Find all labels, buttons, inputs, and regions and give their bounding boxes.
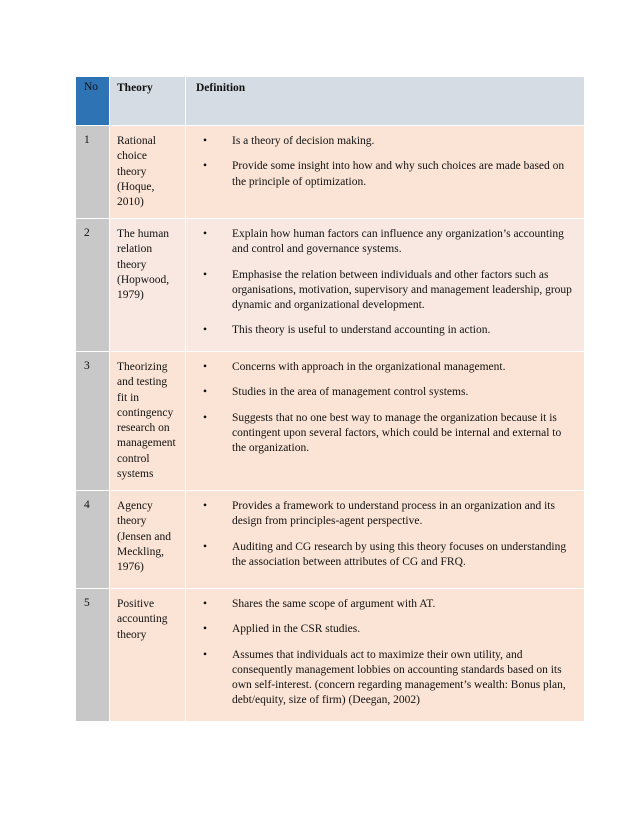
theory-line: Meckling, (117, 545, 164, 558)
definition-cell (186, 589, 584, 721)
bullet-icon: • (203, 540, 208, 553)
theory-table (76, 76, 584, 721)
bullet-icon: • (203, 135, 208, 147)
definition-list (196, 360, 574, 456)
definition-bullet (196, 540, 574, 571)
definition-line: Provide some insight into how and why such choices are made based on (232, 160, 565, 173)
definition-line: and control and governance systems. (232, 243, 402, 256)
definition-line: Explain how human factors can influence any organization’s accounting (232, 228, 564, 240)
definition-line: This theory is useful to understand accounting in action. (232, 324, 491, 337)
theory-cell (110, 589, 185, 721)
definition-bullet (196, 227, 574, 258)
theory-line: 1976) (117, 561, 144, 574)
definition-list (196, 499, 574, 570)
theory-line: 1979) (117, 289, 144, 302)
definition-line: Emphasise the relation between individuals and other factors such as (232, 268, 549, 281)
header-definition: Definition (186, 77, 584, 125)
header-no: No (76, 77, 109, 125)
definition-bullet (196, 499, 574, 530)
definition-line: debt/equity, size of firm) (Deegan, 2002) (232, 694, 420, 707)
theory-line: and testing (117, 376, 168, 389)
bullet-icon: • (203, 324, 208, 337)
definition-list (196, 134, 574, 190)
theory-line: (Jensen and (117, 530, 171, 543)
theory-line: accounting (117, 613, 168, 626)
definition-line: Studies in the area of management control systems. (232, 386, 469, 399)
definition-line: the association between attributes of CG and FRQ. (232, 555, 466, 568)
theory-line: Theorizing (117, 361, 168, 373)
definition-line: organisations, motivation, supervisory and management leadership, group (232, 283, 572, 296)
definition-line: Is a theory of decision making. (232, 135, 375, 147)
bullet-icon: • (203, 228, 208, 240)
definition-bullet (196, 597, 574, 612)
definition-bullet (196, 622, 574, 637)
definition-line: Applied in the CSR studies. (232, 623, 361, 636)
bullet-icon: • (203, 160, 208, 173)
theory-line: theory (117, 165, 147, 178)
theory-line: Rational (117, 135, 156, 147)
definition-cell (186, 491, 584, 588)
definition-line: Shares the same scope of argument with AT. (232, 598, 436, 610)
definition-line: Concerns with approach in the organizational management. (232, 361, 506, 373)
theory-line: (Hopwood, (117, 273, 170, 286)
row-number: 1 (76, 126, 109, 218)
definition-bullet (196, 648, 574, 709)
theory-cell (110, 126, 185, 218)
definition-line: design from principles-agent perspective. (232, 515, 423, 528)
theory-line: choice (117, 150, 148, 163)
theory-line: control (117, 452, 150, 465)
definition-bullet (196, 360, 574, 375)
table-row (76, 490, 584, 588)
table-body (76, 125, 584, 721)
definition-line: Assumes that individuals act to maximize their own utility, and (232, 648, 523, 661)
theory-line: theory (117, 258, 147, 271)
definition-line: Auditing and CG research by using this theory focuses on understanding (232, 540, 567, 553)
bullet-icon: • (203, 268, 208, 281)
bullet-icon: • (203, 648, 208, 661)
theory-line: fit in (117, 391, 140, 404)
table-row (76, 125, 584, 218)
definition-line: Provides a framework to understand process in an organization and its (232, 500, 555, 512)
row-number: 3 (76, 352, 109, 490)
bullet-icon: • (203, 386, 208, 399)
bullet-icon: • (203, 598, 208, 610)
definition-list (196, 597, 574, 709)
table-row (76, 218, 584, 351)
theory-line: theory (117, 628, 147, 641)
theory-line: Positive (117, 598, 155, 610)
definition-line: the organization. (232, 442, 310, 455)
definition-bullet (196, 411, 574, 457)
bullet-icon: • (203, 500, 208, 512)
definition-bullet (196, 268, 574, 314)
theory-line: 2010) (117, 196, 144, 209)
definition-bullet (196, 159, 574, 190)
table-row (76, 351, 584, 490)
definition-cell (186, 126, 584, 218)
theory-line: The human (117, 228, 170, 240)
definition-list (196, 227, 574, 339)
theory-cell (110, 491, 185, 588)
theory-line: theory (117, 515, 147, 528)
theory-line: contingency (117, 406, 174, 419)
definition-cell (186, 352, 584, 490)
theory-line: (Hoque, (117, 180, 155, 193)
bullet-icon: • (203, 411, 208, 424)
definition-bullet (196, 323, 574, 338)
theory-line: relation (117, 243, 153, 256)
theory-line: management (117, 437, 176, 450)
header-theory: Theory (110, 77, 185, 125)
definition-bullet (196, 385, 574, 400)
definition-line: the principle of optimization. (232, 175, 367, 188)
definition-bullet (196, 134, 574, 149)
theory-cell (110, 352, 185, 490)
definition-line: own self-interest. (concern regarding management’s wealth: Bonus plan, (232, 679, 566, 692)
table-row (76, 588, 584, 721)
theory-line: Agency (117, 500, 153, 512)
bullet-icon: • (203, 361, 208, 373)
bullet-icon: • (203, 623, 208, 636)
row-number: 5 (76, 589, 109, 721)
theory-line: research on (117, 422, 170, 435)
definition-line: dynamic and organizational development. (232, 299, 425, 312)
definition-cell (186, 219, 584, 351)
row-number: 4 (76, 491, 109, 588)
row-number: 2 (76, 219, 109, 351)
definition-line: consequently management lobbies on accounting standards based on its (232, 663, 562, 676)
definition-line: contingent upon several factors, which could be internal and external to (232, 426, 562, 439)
table-header-row (76, 76, 584, 125)
theory-line: systems (117, 468, 154, 481)
theory-cell (110, 219, 185, 351)
definition-line: Suggests that no one best way to manage the organization because it is (232, 411, 557, 424)
